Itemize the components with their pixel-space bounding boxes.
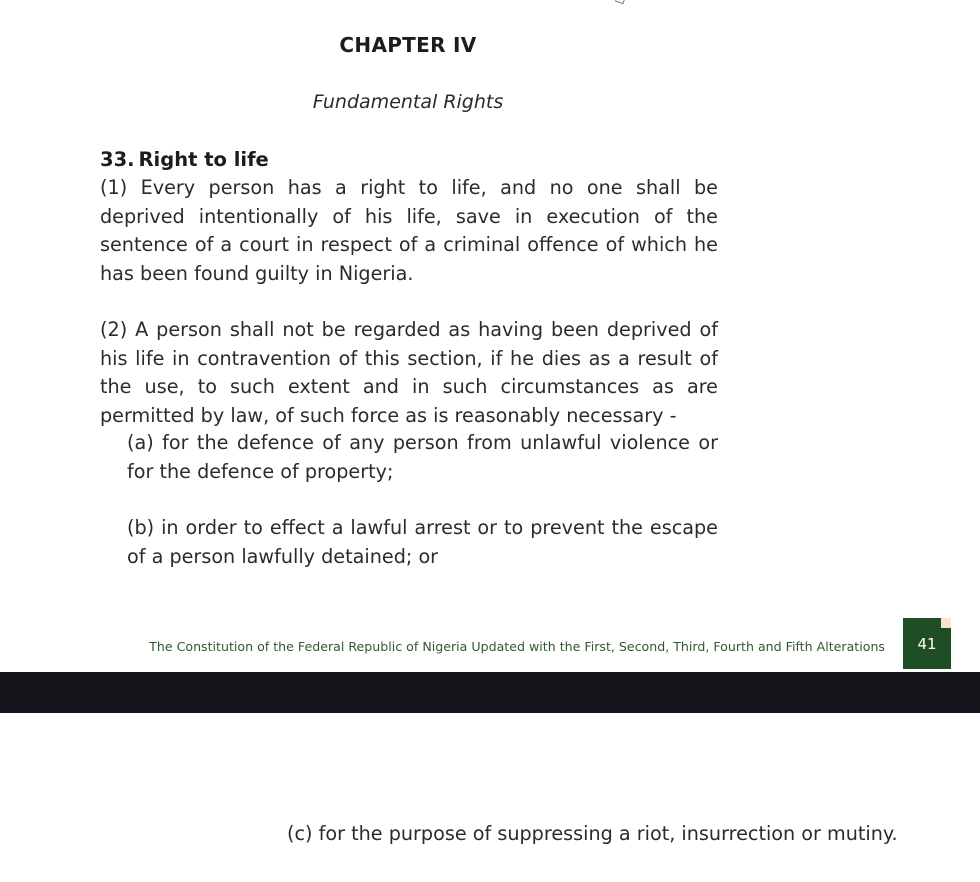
page-break-bar (0, 672, 980, 713)
page-number (903, 618, 951, 669)
page-edge-mark (615, 0, 627, 4)
section-title: Right to life (138, 148, 269, 171)
chapter-subtitle: Fundamental Rights (312, 91, 504, 113)
subclause-b: (b) in order to effect a lawful arrest or to prevent the escape of a person lawfully detained; or (127, 516, 718, 568)
section-heading (100, 148, 269, 171)
footer-text: The Constitution of the Federal Republic of Nigeria Updated with the First, Second, Third, Fourth and Fifth Alterations (149, 639, 885, 654)
chapter-title: CHAPTER IV (339, 33, 477, 57)
page-number-label: 41 (917, 634, 937, 653)
section-number: 33. (100, 148, 135, 171)
subclause-a: (a) for the defence of any person from unlawful violence or for the defence of property; (127, 431, 718, 483)
subclause-c: (c) for the purpose of suppressing a riot, insurrection or mutiny. (287, 822, 898, 845)
document-page-next (0, 713, 980, 882)
paragraph-1: (1) Every person has a right to life, and no one shall be deprived intentionally of his life, save in execution of the sentence of a court in respect of a criminal offence of which he has been found guilty in Nigeria. (100, 176, 718, 285)
paragraph-2: (2) A person shall not be regarded as having been deprived of his life in contravention of this section, if he dies as a result of the use, to such extent and in such circumstances as are permitted by law, of such force as is reasonably necessary - (100, 318, 718, 427)
page-corner-fold (941, 618, 951, 628)
